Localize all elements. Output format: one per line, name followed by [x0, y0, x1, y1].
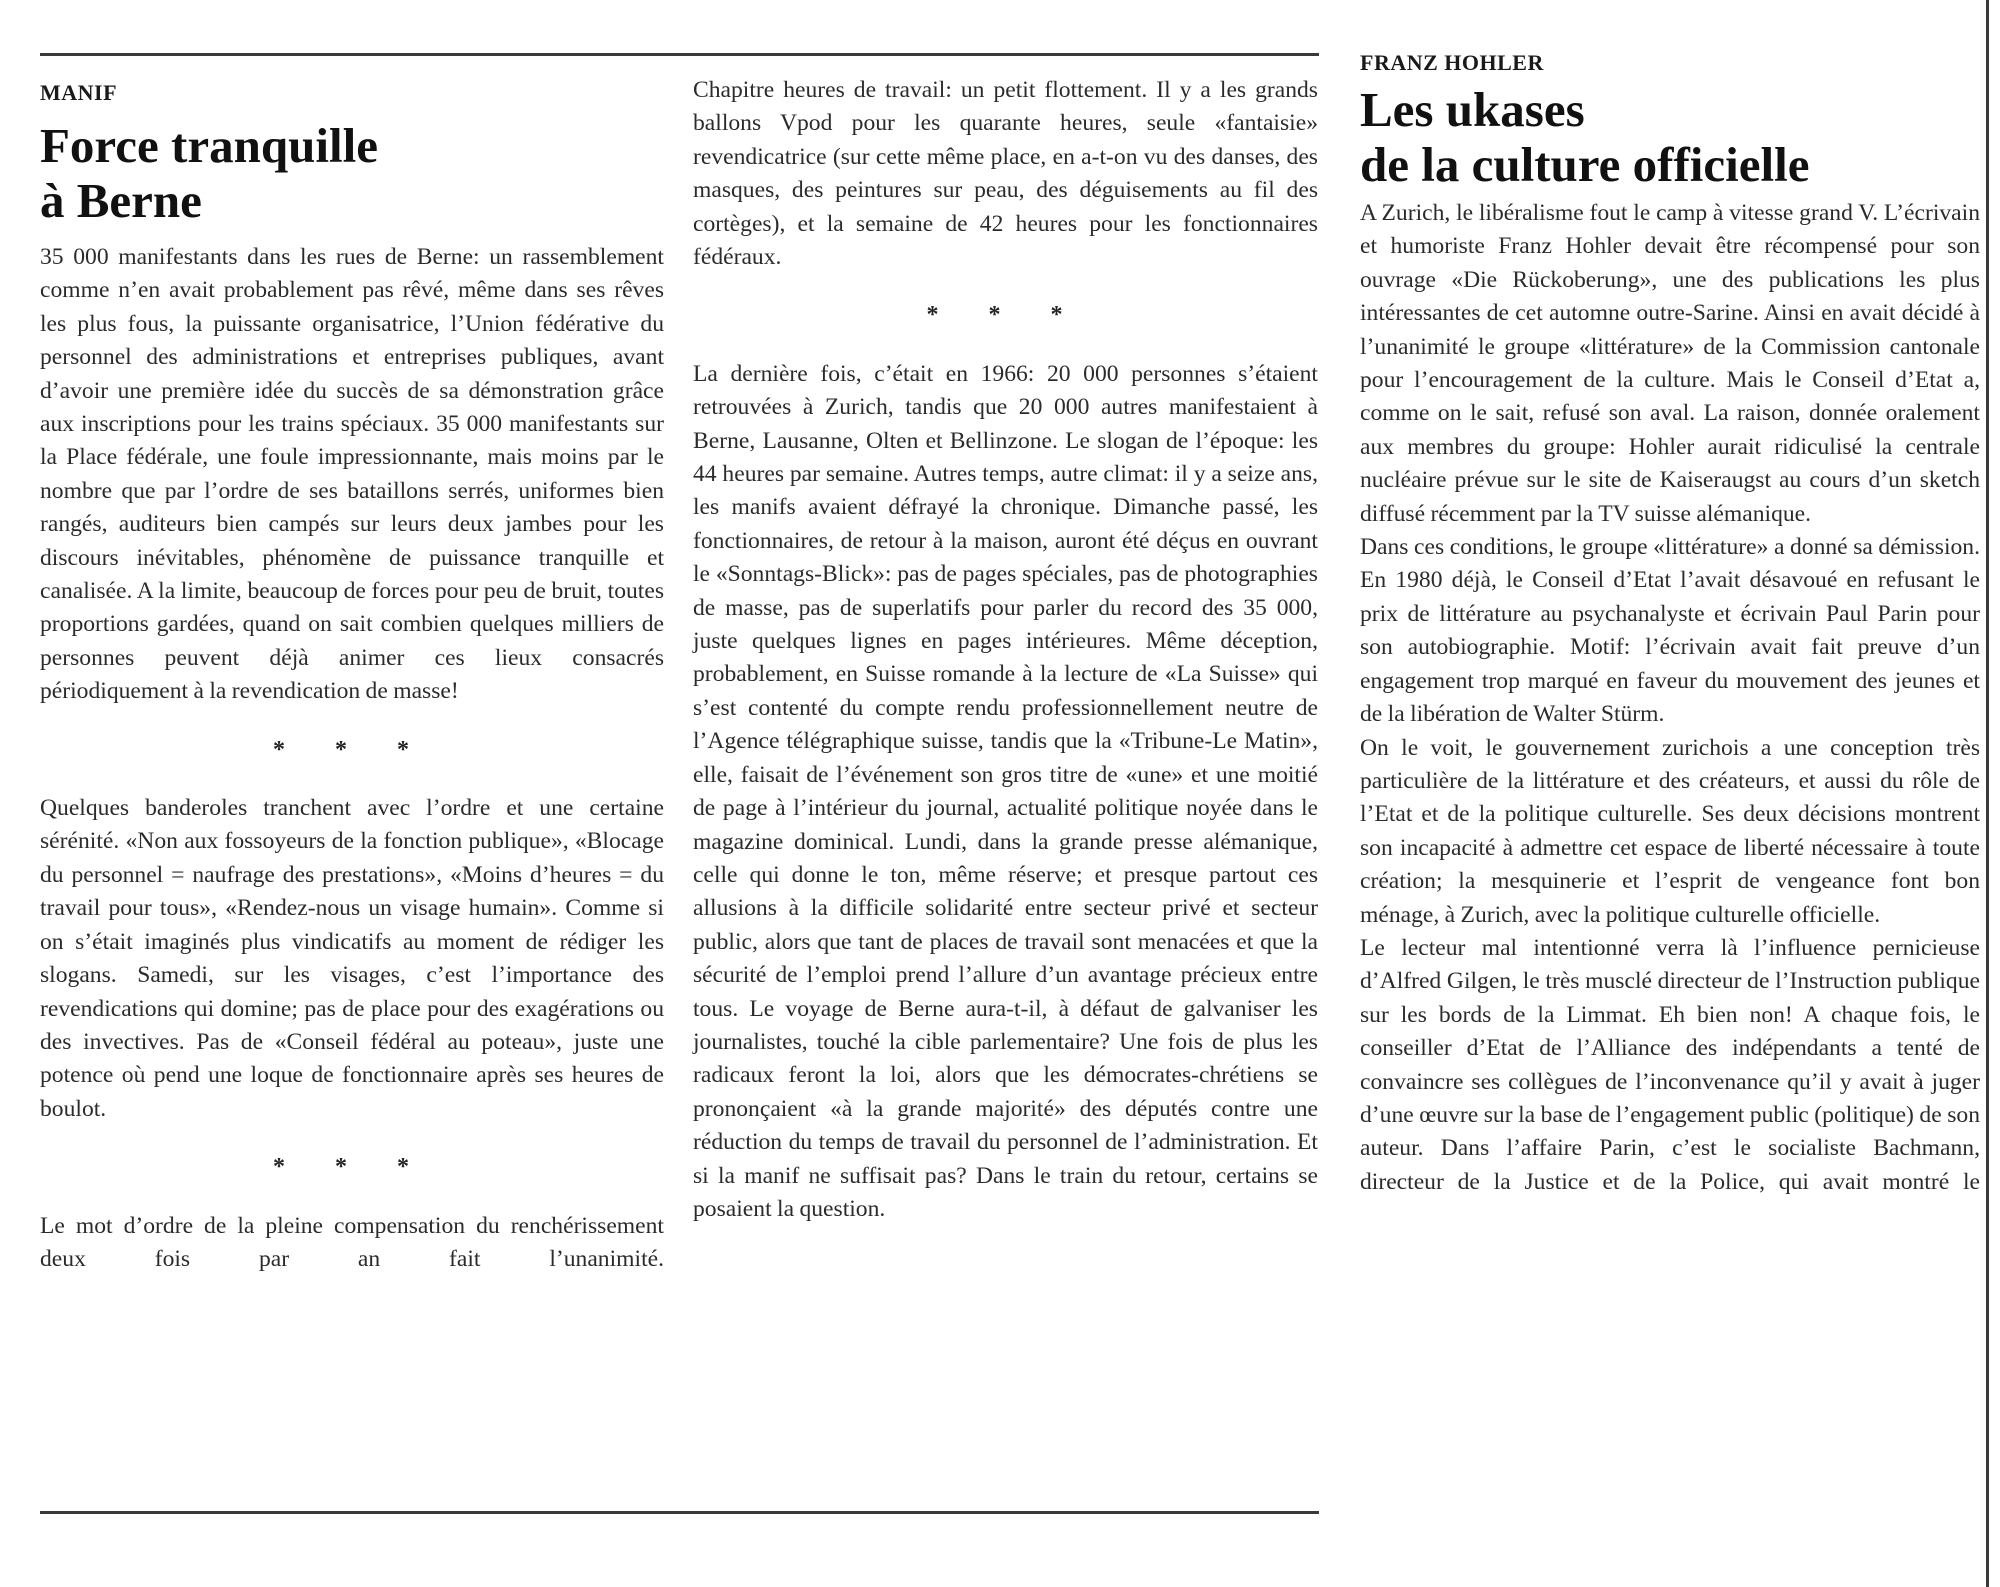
article-headline — [1360, 82, 1980, 192]
section-separator: * * * — [273, 736, 431, 763]
article-kicker: MANIF — [40, 80, 118, 105]
paragraph: Quelques banderoles tranchent avec l’ordre et une certaine sérénité. «Non aux fossoyeurs de la fonction publique», «Blocage du personnel = naufrage des prestations», «Moins d’heures = du travail pour tous», «Rendez-nous un visage humain». Comme si on s’était imaginés plus vindicatifs au moment de rédiger les slogans. Samedi, sur les visages, c’est l’importance des revendications qui domine; pas de place pour des exagérations ou des invectives. Pas de «Conseil fédéral au poteau», juste une potence où pend une loque de fonctionnaire après ses heures de boulot. — [40, 795, 664, 1122]
paragraph: 35 000 manifestants dans les rues de Berne: un rassemblement comme n’en avait probablement pas rêvé, même dans ses rêves les plus fous, la puissante organisatrice, l’Union fédérative du personnel des administrations et entreprises publiques, avant d’avoir une première idée du succès de sa démonstration grâce aux inscriptions pour les trains spéciaux. 35 000 manifestants sur la Place fédérale, une foule impressionnante, mais moins par le nombre que par l’ordre de ses bataillons serrés, uniformes bien rangés, auditeurs bien campés sur leurs deux jambes pour les discours inévitables, phénomène de puissance tranquille et canalisée. A la limite, beaucoup de forces pour peu de bruit, toutes proportions gardées, quand on sait combien quelques milliers de personnes peuvent déjà animer ces lieux consacrés périodiquement à la revendication de masse! — [40, 244, 664, 705]
article-headline — [40, 118, 664, 228]
article-kicker: FRANZ HOHLER — [1360, 50, 1544, 75]
headline-line-1: Force tranquille — [40, 118, 378, 173]
bottom-rule — [40, 1511, 1319, 1514]
article-manif-column-1 — [40, 80, 664, 1276]
top-rule — [40, 53, 1319, 56]
headline-line-2: à Berne — [40, 173, 202, 228]
paragraph: On le voit, le gouvernement zurichois a une conception très particulière de la littérature et des créateurs, et aussi du rôle de l’Etat et de la politique culturelle. Ses deux décisions montrent son incapacité à admettre cet espace de liberté nécessaire à toute création; la mesquinerie et l’esprit de vengeance font bon ménage, à Zurich, avec la politique culturelle officielle. — [1360, 734, 1980, 928]
paragraph: La dernière fois, c’était en 1966: 20 000 personnes s’étaient retrouvées à Zurich, tandis que 20 000 autres manifestaient à Berne, Lausanne, Olten et Bellinzone. Le slogan de l’époque: les 44 heures par semaine. Autres temps, autre climat: il y a seize ans, les manifs avaient défrayé la chronique. Dimanche passé, les fonctionnaires, de retour à la maison, auront été déçus en ouvrant le «Sonntags-Blick»: pas de pages spéciales, pas de photographies de masse, pas de superlatifs pour parler du record des 35 000, juste quelques lignes en pages intérieures. Même déception, probablement, en Suisse romande à la lecture de «La Suisse» qui s’est contenté du compte rendu professionnellement neutre de l’Agence télégraphique suisse, tandis que la «Tribune-Le Matin», elle, faisait de l’événement son gros titre de «une» et une moitié de page à l’intérieur du journal, actualité politique noyée dans le magazine dominical. Lundi, dans la grande presse alémanique, celle qui donne le ton, même réserve; et presque partout ces allusions à la difficile solidarité entre secteur privé et secteur public, alors que tant de places de travail sont menacées et que la sécurité de l’emploi prend l’allure d’un avantage précieux entre tous. Le voyage de Berne aura-t-il, à défaut de galvaniser les journalistes, touché la cible parlementaire? Une fois de plus les radicaux feront la loi, alors que les démocrates-chrétiens se prononçaient «à la grande majorité» des députés contre une réduction du temps de travail du personnel de l’administration. Et si la manif ne suffisait pas? Dans le train du retour, certains se posaient la question. — [693, 360, 1318, 1222]
paragraph: Chapitre heures de travail: un petit flottement. Il y a les grands ballons Vpod pour les quarante heures, seule «fantaisie» revendicatrice (sur cette même place, en a-t-on vu des danses, des masques, des peintures sur peau, des déguisements au fil des cortèges), et la semaine de 42 heures pour les fonctionnaires fédéraux. — [693, 77, 1318, 271]
paragraph: Le mot d’ordre de la pleine compensation du renchérissement deux fois par an fait l’unanimité. — [40, 1212, 664, 1272]
article-hohler-column — [1360, 50, 1980, 1199]
section-separator: * * * — [273, 1154, 431, 1181]
paragraph: Le lecteur mal intentionné verra là l’influence pernicieuse d’Alfred Gilgen, le très musclé directeur de l’Instruction publique sur les bords de la Limmat. Eh bien non! A chaque fois, le conseiller d’Etat de l’Alliance des indépendants a tenté de convaincre ses collègues de l’inconvenance qu’il y avait à juger d’une œuvre sur la base de l’engagement public (politique) de son auteur. Dans l’affaire Parin, c’est le socialiste Bachmann, directeur de la Justice et de la Police, qui avait montré le — [1360, 934, 1980, 1195]
article-manif-column-2 — [693, 74, 1318, 1226]
headline-line-1: Les ukases — [1360, 82, 1585, 137]
section-separator: * * * — [926, 302, 1085, 329]
paragraph: Dans ces conditions, le groupe «littérature» a donné sa démission. En 1980 déjà, le Conseil d’Etat l’avait désavoué en refusant le prix de littérature au psychanalyste et écrivain Paul Parin pour son autobiographie. Motif: l’écrivain avait fait preuve d’un engagement trop marqué en faveur du mouvement des jeunes et de la libération de Walter Stürm. — [1360, 534, 1980, 728]
paragraph: A Zurich, le libéralisme fout le camp à vitesse grand V. L’écrivain et humoriste Franz Hohler devait être récompensé pour son ouvrage «Die Rückoberung», une des publications les plus intéressantes de cet automne outre-Sarine. Ainsi en avait décidé à l’unanimité le groupe «littérature» de la Commission cantonale pour l’encouragement de la culture. Mais le Conseil d’Etat a, comme on le sait, refusé son aval. La raison, donnée oralement aux membres du groupe: Hohler aurait ridiculisé la centrale nucléaire prévue sur le site de Kaiseraugst au cours d’un sketch diffusé récemment par la TV suisse alémanique. — [1360, 200, 1980, 527]
right-edge-rule — [1986, 0, 1989, 1587]
headline-line-2: de la culture officielle — [1360, 137, 1810, 192]
